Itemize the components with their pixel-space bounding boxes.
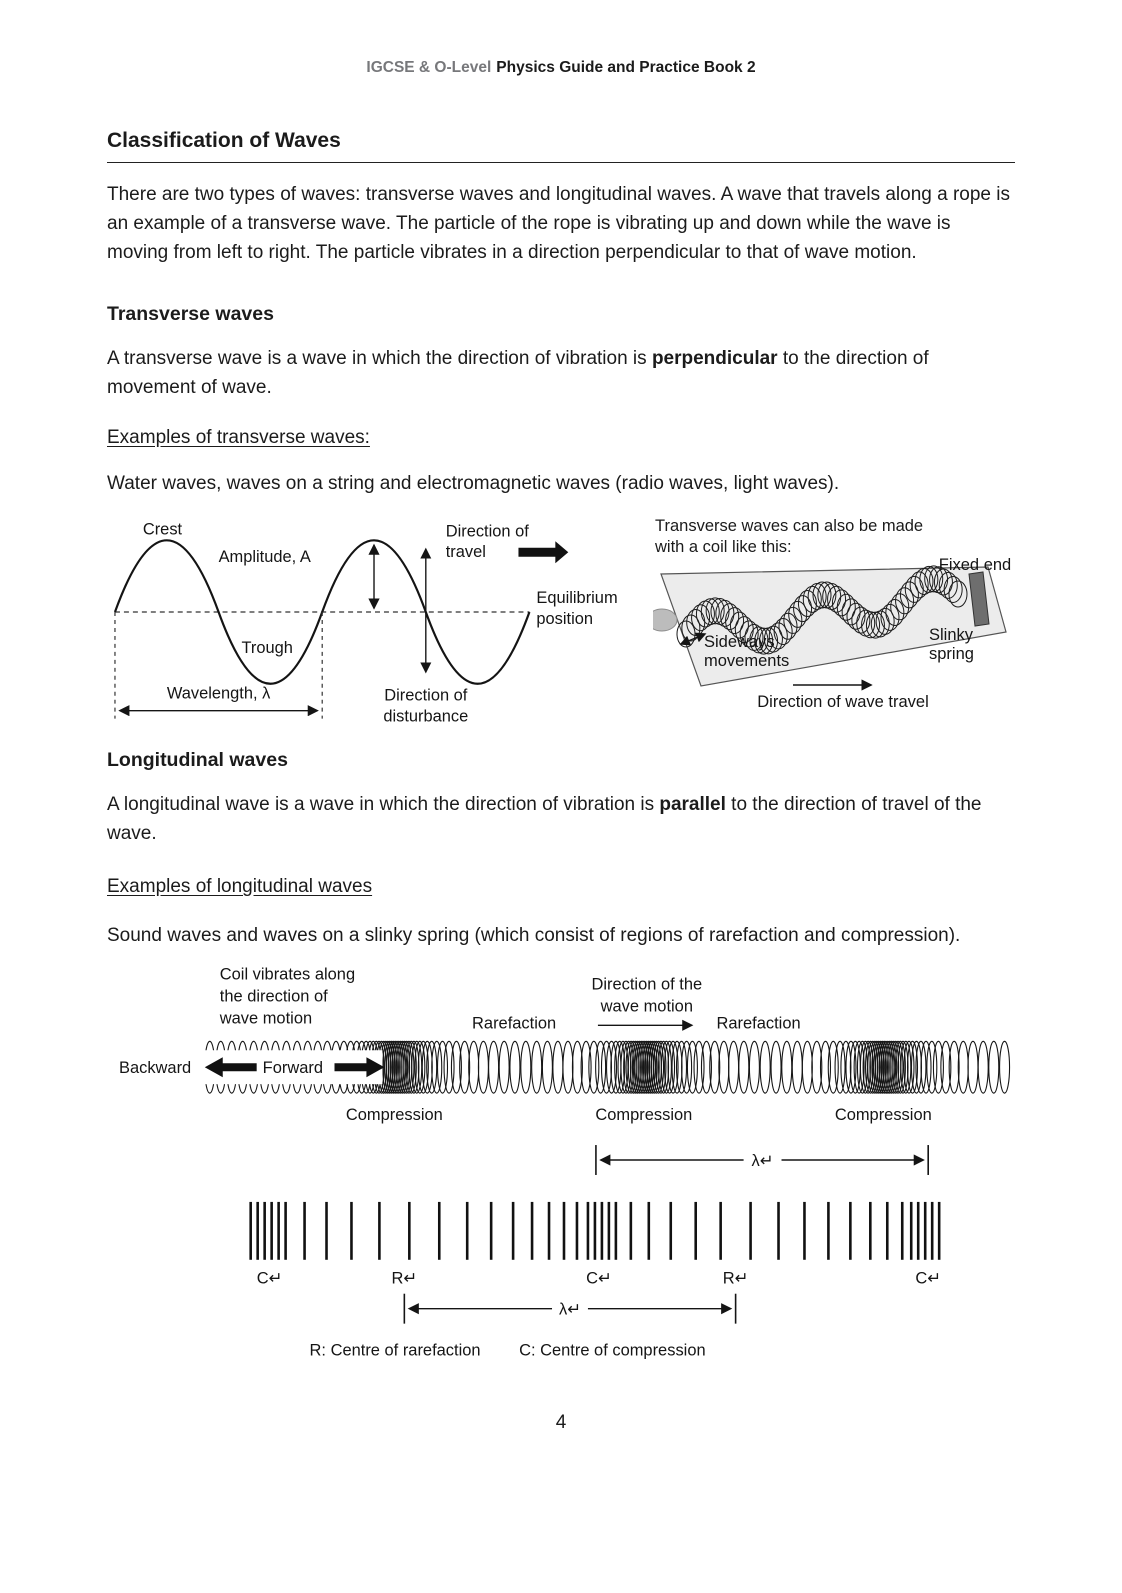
slinky-label-l1: Slinky — [929, 626, 974, 644]
longitudinal-definition — [107, 790, 1015, 848]
transverse-def-post: to the direction of movement of wave. — [107, 348, 929, 398]
transverse-def-pre: A transverse wave is a wave in which the direction of vibration is — [107, 348, 652, 369]
longitudinal-def-bold: parallel — [659, 794, 726, 815]
equilibrium-label-l1: Equilibrium — [536, 589, 618, 608]
amplitude-label: Amplitude, A — [218, 548, 311, 567]
book-series: IGCSE & O-Level — [366, 59, 492, 76]
coil-board-diagram — [653, 558, 1015, 720]
longitudinal-heading: Longitudinal waves — [107, 749, 288, 771]
transverse-diagrams — [107, 512, 1015, 727]
mark-r2: R↵ — [722, 1269, 749, 1288]
longitudinal-diagram — [107, 962, 1015, 1366]
wave-travel-label: Direction of wave travel — [757, 693, 929, 711]
page-number: 4 — [555, 1412, 567, 1433]
intro-paragraph: There are two types of waves: transverse waves and longitudinal waves. A wave that travels along a rope is an example of a transverse wave. The particle of the rope is vibrating up and down while the wave is moving from left to right. The particle vibrates in a direction perpendicular to that of wave motion. — [107, 184, 1010, 263]
coil-caption-l1: Transverse waves can also be made — [655, 517, 924, 535]
transverse-def-bold: perpendicular — [651, 348, 778, 369]
coil-vibrates-label-l2: the direction of — [219, 987, 328, 1006]
trough-label: Trough — [241, 638, 293, 657]
coil-caption — [655, 516, 1015, 558]
wave-motion-label-l1: Direction of the — [591, 975, 703, 994]
slinky-label-l2: spring — [929, 645, 974, 663]
pulse-lines — [251, 1202, 939, 1260]
book-title: Physics Guide and Practice Book 2 — [496, 59, 756, 76]
direction-of-travel-label-l2: travel — [445, 543, 486, 562]
direction-of-disturbance-label-l1: Direction of — [384, 686, 468, 705]
mark-c2: C↵ — [586, 1269, 612, 1288]
fixed-end-label: Fixed end — [938, 558, 1012, 574]
lambda1-label: λ↵ — [751, 1151, 774, 1170]
direction-of-travel-label-l1: Direction of — [445, 522, 529, 541]
coil-vibrates-label-l1: Coil vibrates along — [219, 965, 356, 984]
travel-arrow-icon — [518, 541, 568, 563]
transverse-wave-diagram — [107, 512, 645, 727]
legend-compression: C: Centre of compression — [519, 1341, 706, 1360]
sideways-label-l2: movements — [704, 652, 790, 670]
mark-c1: C↵ — [256, 1269, 283, 1288]
mark-c3: C↵ — [915, 1269, 942, 1288]
coil-diagram-column — [653, 512, 1015, 720]
rarefaction-label-1: Rarefaction — [472, 1014, 557, 1033]
lambda2-label: λ↵ — [558, 1300, 581, 1319]
longitudinal-examples-heading: Examples of longitudinal waves — [107, 876, 373, 897]
crest-label: Crest — [142, 520, 183, 539]
transverse-examples: Water waves, waves on a string and electromagnetic waves (radio waves, light waves). — [107, 473, 840, 494]
longitudinal-def-post: to the direction of travel of the wave. — [107, 794, 982, 844]
coil-caption-l2: with a coil like this: — [655, 538, 792, 556]
page — [0, 58, 1122, 1437]
backward-label: Backward — [118, 1059, 192, 1078]
compression-label-2: Compression — [595, 1106, 693, 1125]
wave-motion-label-l2: wave motion — [600, 997, 693, 1016]
forward-label: Forward — [262, 1059, 324, 1078]
hand-icon — [653, 609, 677, 631]
compression-label-3: Compression — [834, 1106, 932, 1125]
wavelength-label: Wavelength, λ — [166, 684, 271, 703]
page-title: Classification of Waves — [107, 128, 1015, 163]
sideways-label-l1: Sideways — [704, 633, 775, 651]
longitudinal-examples: Sound waves and waves on a slinky spring (which consist of regions of rarefaction and compression). — [107, 925, 961, 946]
transverse-examples-heading: Examples of transverse waves: — [107, 427, 370, 448]
longitudinal-def-pre: A longitudinal wave is a wave in which the direction of vibration is — [107, 794, 660, 815]
rarefaction-label-2: Rarefaction — [716, 1014, 801, 1033]
mark-r1: R↵ — [391, 1269, 418, 1288]
compression-label-1: Compression — [345, 1106, 443, 1125]
coil-vibrates-label-l3: wave motion — [219, 1009, 313, 1028]
equilibrium-label-l2: position — [536, 609, 594, 628]
direction-of-disturbance-label-l2: disturbance — [383, 707, 469, 726]
transverse-heading: Transverse waves — [107, 303, 274, 325]
book-header — [107, 58, 1015, 78]
legend-rarefaction: R: Centre of rarefaction — [309, 1341, 481, 1360]
transverse-definition — [107, 344, 1015, 402]
